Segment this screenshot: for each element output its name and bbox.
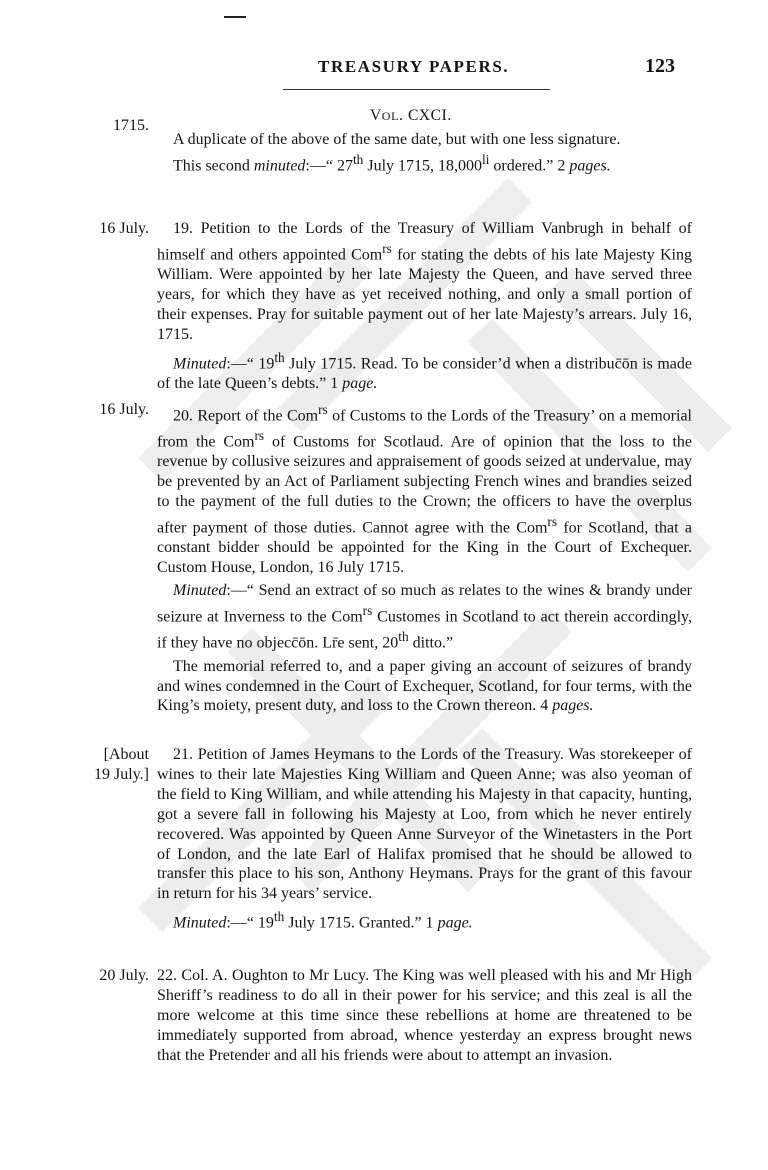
- paragraph: 21. Petition of James Heymans to the Lords of the Treasury. Was storekeeper of wines to their late Majesties King William and Queen Anne; was also yeoman of the field to King William, and while attending his Majesty in that capacity, hunting, got a severe fall in following his Majesty at Loo, from which he never entirely recovered. Was appointed by Queen Anne Surveyor of the Winetasters in the Port of London, and the late Earl of Halifax promised that he should be allowed to transfer this place to his son, Anthony Heymans. Prays for the grant of this favour in return for his 34 years’ service.: [157, 746, 692, 903]
- paragraph: Minuted:—“ 19th July 1715. Read. To be consider’d when a distribuc̄ōn is made of the late Queen’s debts.” 1 page.: [157, 349, 692, 392]
- entry-text: 22. Col. A. Oughton to Mr Lucy. The King was well pleased with his and Mr High Sheriff’s readiness to do all in their power for his service; and this zeal is all the more welcome at this time since these rebellions at home are threatened to be immediately supported from abroad, whence yesterday an express brought news that the Pretender and all his friends were about to attempt an invasion.: [157, 967, 692, 1064]
- volume-heading: VOL. CXCI.: [370, 107, 452, 124]
- paragraph: A duplicate of the above of the same date, but with one less signature.: [173, 131, 621, 148]
- entry-date: 16 July.: [99, 220, 149, 237]
- running-title: TREASURY PAPERS.: [318, 57, 510, 76]
- paragraph: Minuted:—“ 19th July 1715. Granted.” 1 page.: [173, 909, 473, 932]
- entry-date: 16 July.: [99, 401, 149, 418]
- paragraph: 20. Report of the Com$^{rs}$ of Customs to the Lords of the Treasury’ on a memorial from the Com$^{rs}$ of Customs for Scotlaud. Are of opinion that the loss to the revenue by collusive seizures and appraisement of goods seized at undervalue, may be prevented by an Act of Parliament subjecting French wines and brandies seized to the payment of the full duties to the Crown; the officers to have the overplus after payment of those duties. Cannot agree with the Com$^{rs}$ for Scotland, that a constant bidder should be appointed for the King in the Court of Exchequer. Custom House, London, 16 July 1715.: [157, 402, 693, 577]
- paragraph: Minuted:—“ Send an extract of so much as relates to the wines & brandy under seizure at Inverness to the Com$^{rs}$ Customes in Scotland to act therein accordingly, if they have no objecc̄ōn. Lr̄e sent, 20th ditto.”: [157, 582, 692, 652]
- paragraph: 19. Petition to the Lords of the Treasury of William Vanbrugh in behalf of himself and others appointed Com$^{rs}$ for stating the debts of his late Majesty King William. Were appointed by her late Majesty the Queen, and have served three years, for which they have as yet received nothing, and only a small portion of their expenses. Pray for suitable payment out of her late Majesty’s arrears. July 16, 1715.: [157, 220, 693, 343]
- header-rule: [283, 89, 550, 90]
- entry-date: [About 19 July.]: [94, 746, 149, 783]
- entry-text: [157, 400, 692, 716]
- page-number: 123: [645, 55, 675, 77]
- entry-text: [157, 745, 692, 933]
- paragraph: This second minuted:—“ 27th July 1715, $18,000^{li}$ ordered.” 2 pages.: [173, 151, 611, 175]
- paragraph: The memorial referred to, and a paper giving an account of seizures of brandy and wines condemned in the Court of Exchequer, Scotland, for four terms, with the King’s moiety, present duty, and loss to the Crown thereon. 4 pages.: [157, 657, 692, 715]
- entry-text: [157, 219, 692, 394]
- entry-date: 20 July.: [99, 967, 149, 984]
- entry-date: 1715.: [113, 117, 149, 134]
- top-edge-mark: [224, 16, 246, 18]
- page-header: [0, 50, 768, 90]
- entry-text: [157, 130, 692, 176]
